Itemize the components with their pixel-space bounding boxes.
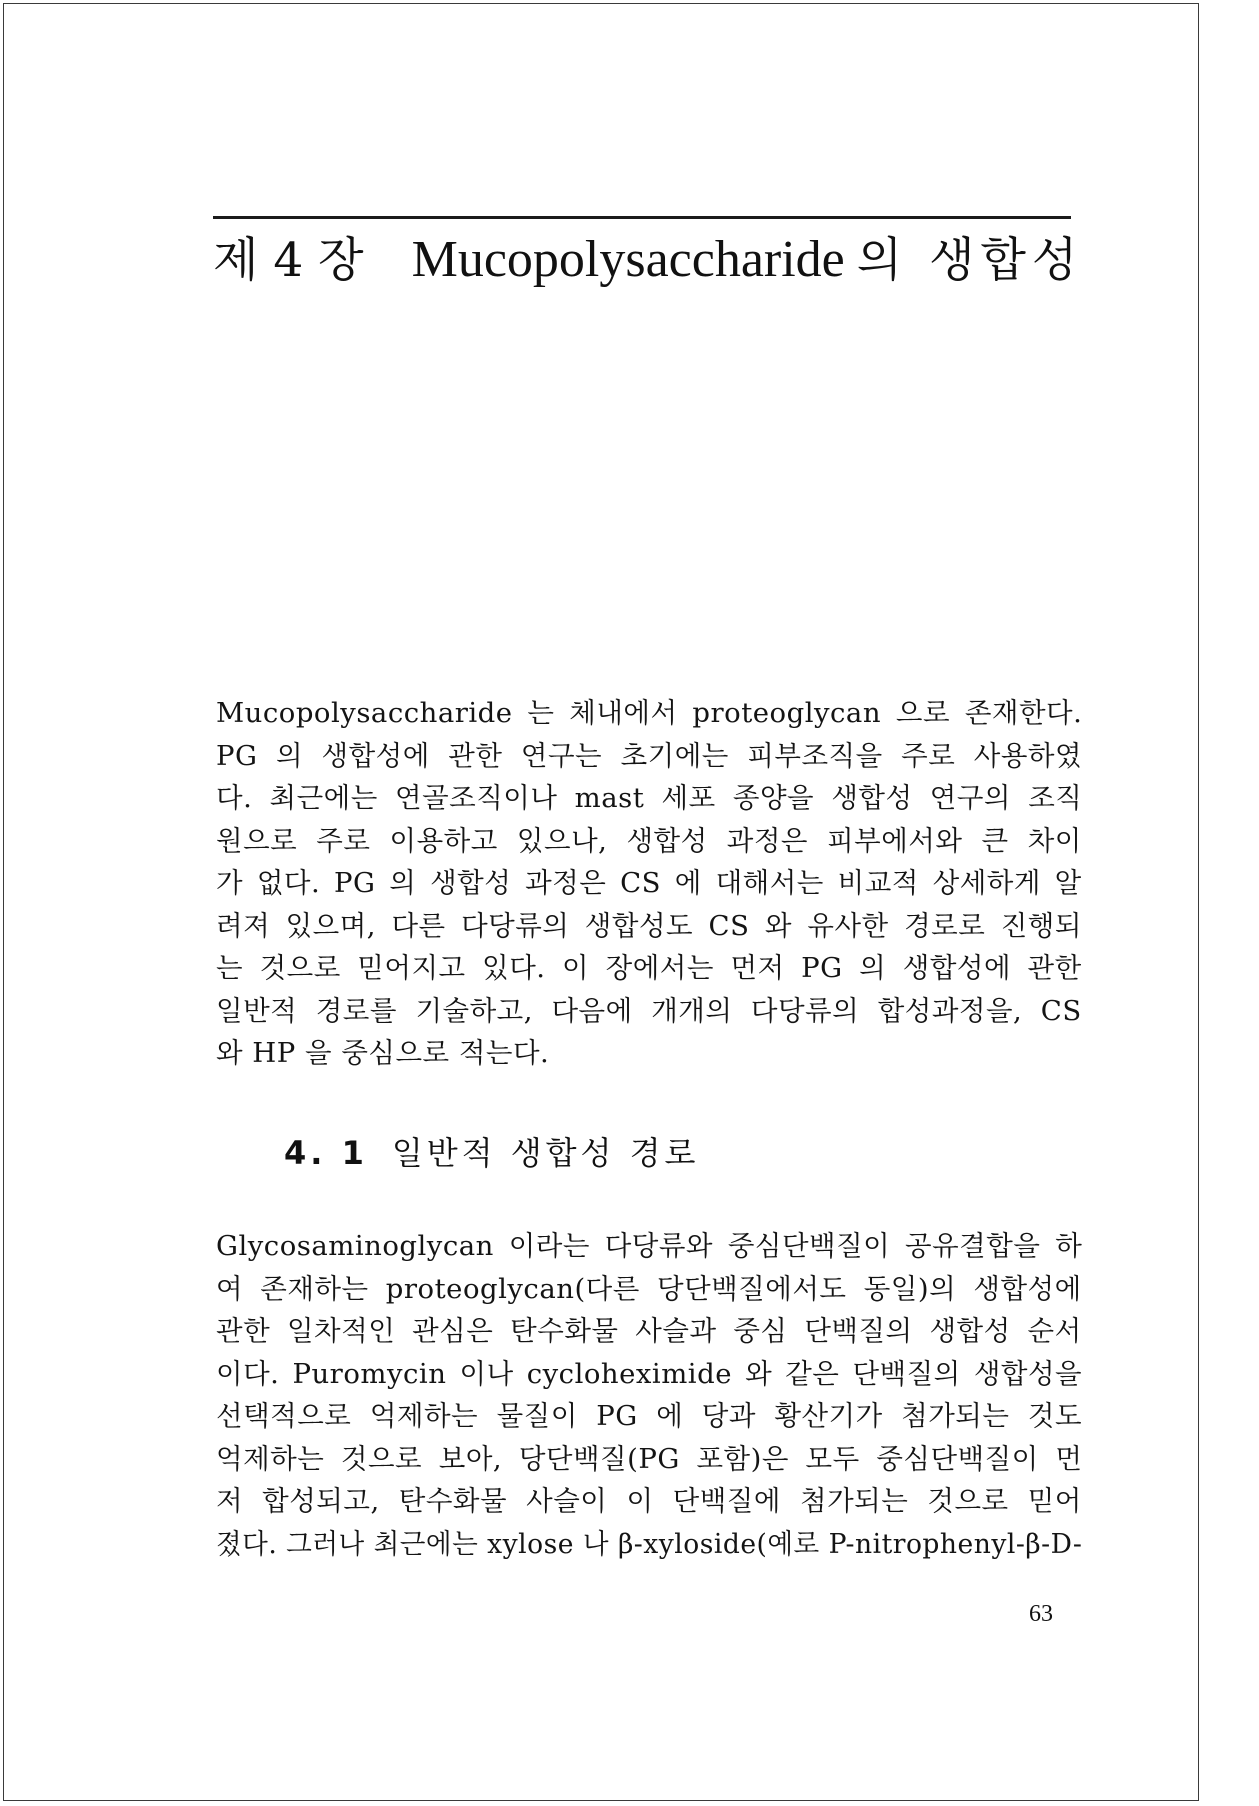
text-line: 여 존재하는 proteoglycan(다른 당단백질에서도 동일)의 생합성에: [216, 1272, 1082, 1305]
paragraph-body: [216, 1225, 1082, 1565]
chapter-title-korean: 의 생합성: [856, 233, 1084, 288]
text-line: 이다. Puromycin 이나 cycloheximide 와 같은 단백질의 생합성을: [216, 1357, 1083, 1390]
paragraph-intro: [216, 692, 1082, 1075]
chapter-heading: [213, 230, 1083, 291]
text-line: 와 HP 을 중심으로 적는다.: [216, 1037, 550, 1069]
text-line: 다. 최근에는 연골조직이나 mast 세포 종양을 생합성 연구의 조직: [216, 782, 1083, 814]
text-line: 저 합성되고, 탄수화물 사슬이 이 단백질에 첨가되는 것으로 믿어: [216, 1485, 1082, 1517]
text-line: Mucopolysaccharide 는 체내에서 proteoglycan 으로 존재한다.: [216, 697, 1083, 729]
text-line: 졌다. 그러나 최근에는 xylose 나 β-xyloside(예로 P-nitrophenyl-β-D-: [216, 1527, 1083, 1560]
text-line: Glycosaminoglycan 이라는 다당류와 중심단백질이 공유결합을 하: [216, 1230, 1083, 1262]
text-line: 억제하는 것으로 보아, 당단백질(PG 포함)은 모두 중심단백질이 먼: [216, 1442, 1083, 1475]
text-line: 일반적 경로를 기술하고, 다음에 개개의 다당류의 합성과정을, CS: [216, 994, 1082, 1027]
chapter-title-latin: Mucopolysaccharide: [411, 231, 845, 288]
page-number: 63: [1029, 1601, 1053, 1627]
chapter-rule: [213, 216, 1071, 219]
text-line: 려져 있으며, 다른 다당류의 생합성도 CS 와 유사한 경로로 진행되: [216, 909, 1082, 942]
text-line: 선택적으로 억제하는 물질이 PG 에 당과 황산기가 첨가되는 것도: [216, 1400, 1083, 1432]
text-line: 가 없다. PG 의 생합성 과정은 CS 에 대해서는 비교적 상세하게 알: [216, 867, 1082, 899]
text-line: 원으로 주로 이용하고 있으나, 생합성 과정은 피부에서와 큰 차이: [216, 824, 1082, 857]
text-line: 는 것으로 믿어지고 있다. 이 장에서는 먼저 PG 의 생합성에 관한: [216, 952, 1082, 984]
section-heading: [284, 1128, 699, 1174]
section-number: 4. 1: [284, 1134, 368, 1172]
text-line: 관한 일차적인 관심은 탄수화물 사슬과 중심 단백질의 생합성 순서: [216, 1315, 1082, 1347]
text-line: PG 의 생합성에 관한 연구는 초기에는 피부조직을 주로 사용하였: [216, 739, 1083, 772]
section-title: 일반적 생합성 경로: [391, 1134, 700, 1172]
chapter-number: 제 4 장: [213, 233, 364, 288]
